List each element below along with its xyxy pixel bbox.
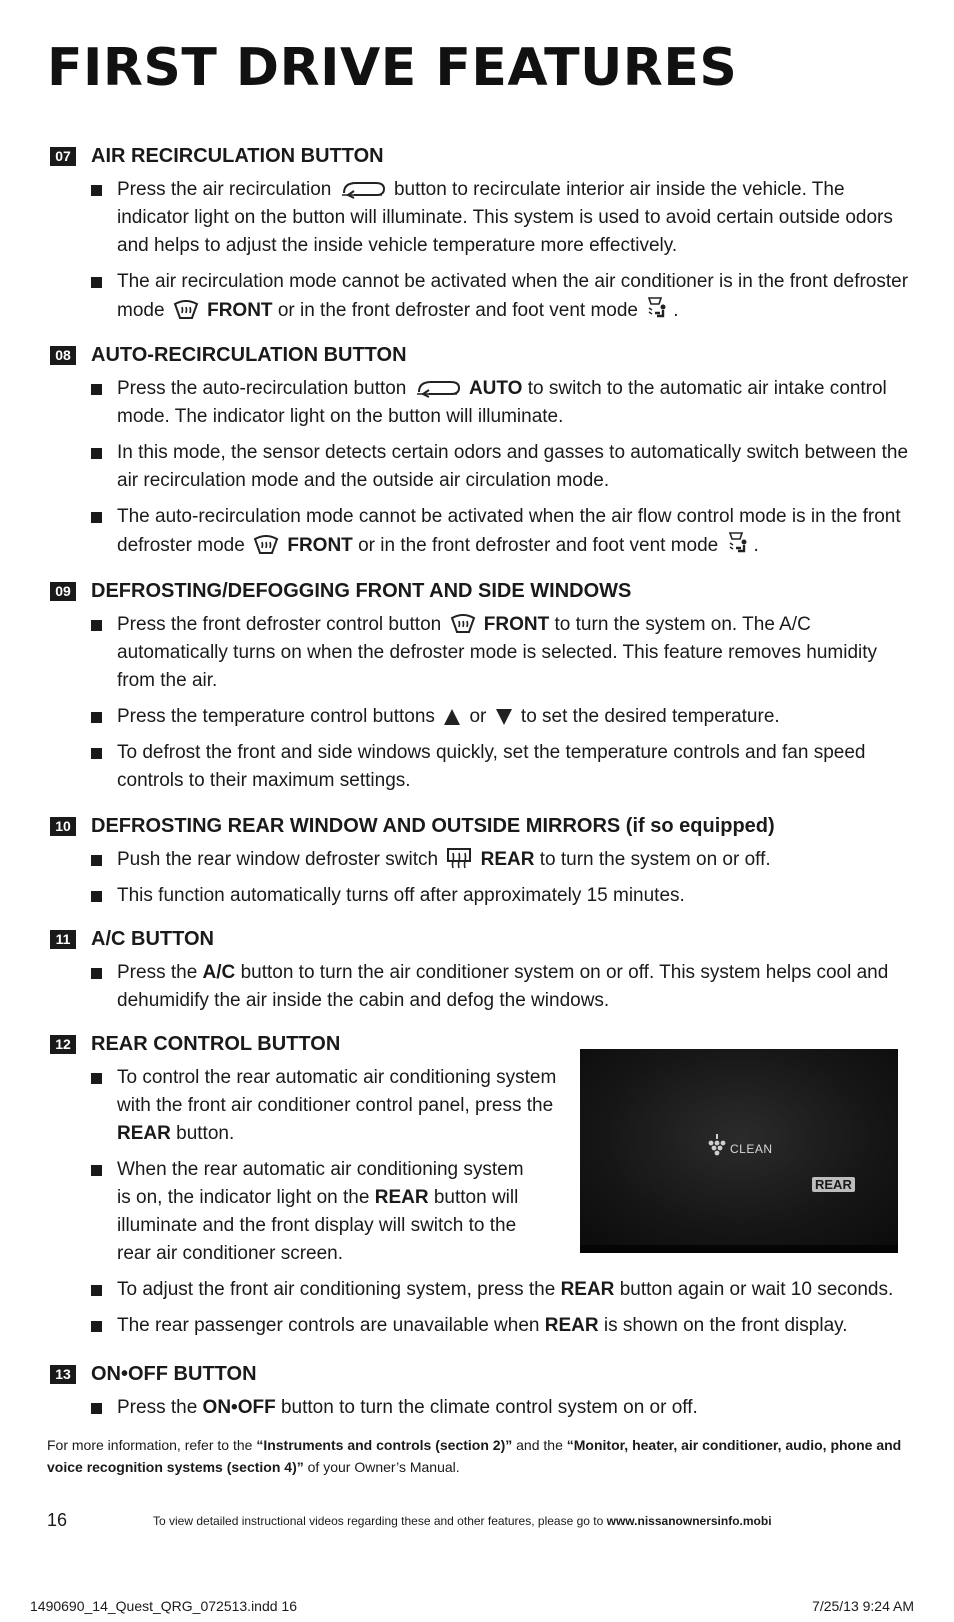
bullet-text: or in the front defroster and foot vent mode <box>358 535 719 556</box>
bullet-text: button to turn the climate control system on or off. <box>280 1397 698 1418</box>
print-slug-file: 1490690_14_Quest_QRG_072513.indd 16 <box>30 1598 297 1614</box>
clean-label: CLEAN <box>730 1142 773 1156</box>
bullet-text: or <box>469 706 487 727</box>
bullet-text: To control the rear automatic air conditioning system with the front air conditioner control panel, press the <box>117 1067 557 1116</box>
bullet-text: Push the rear window defroster switch <box>117 849 439 870</box>
page-number: 16 <box>47 1510 68 1530</box>
section-07 <box>50 144 914 325</box>
bold-label: FRONT <box>207 300 273 321</box>
bullet-text: The rear passenger controls are unavailable when <box>117 1315 540 1336</box>
print-slug-date: 7/25/13 9:24 AM <box>812 1598 914 1614</box>
page-title: FIRST DRIVE FEATURES <box>47 38 738 98</box>
footnote-text: of your Owner’s Manual. <box>307 1459 460 1475</box>
section-number: 09 <box>50 582 76 601</box>
bullet-item <box>50 1276 914 1304</box>
bullet-item <box>50 503 914 560</box>
rear-display-photo <box>580 1049 898 1253</box>
bold-label: REAR <box>374 1187 429 1208</box>
front-defroster-icon <box>253 535 279 555</box>
bullet-text: Press the <box>117 962 198 983</box>
bullet-text: or in the front defroster and foot vent mode <box>277 300 638 321</box>
bullet-item <box>50 703 914 731</box>
rear-defroster-icon <box>446 847 472 869</box>
bold-label: AUTO <box>468 378 523 399</box>
bullet-item <box>50 1156 535 1268</box>
footnote-reference: “Monitor, heater, air conditioner, audio, phone and voice recognition systems (section 4)” <box>47 1437 902 1475</box>
bullet-text: is shown on the front display. <box>603 1315 848 1336</box>
section-title: REAR CONTROL BUTTON <box>91 1032 341 1055</box>
bold-label: REAR <box>560 1279 615 1300</box>
bullet-item <box>50 439 914 495</box>
bullet-item <box>50 1064 558 1148</box>
recirculation-icon <box>340 179 386 199</box>
defroster-foot-vent-icon <box>646 296 670 320</box>
bold-label: ON•OFF <box>202 1397 276 1418</box>
bullet-text: to switch to the automatic air intake control mode. The indicator light on the button will illuminate. <box>117 378 887 427</box>
bullet-item <box>50 959 914 1015</box>
bold-label: REAR <box>544 1315 599 1336</box>
section-number: 10 <box>50 817 76 836</box>
bullet-text: button again or wait 10 seconds. <box>619 1279 894 1300</box>
video-note-text: To view detailed instructional videos regarding these and other features, please go to <box>153 1514 604 1528</box>
section-title: AIR RECIRCULATION BUTTON <box>91 144 384 167</box>
front-defroster-icon <box>450 614 476 634</box>
section-title: A/C BUTTON <box>91 927 214 950</box>
bullet-text: Press the temperature control buttons <box>117 706 435 727</box>
bullet-text: Press the front defroster control button <box>117 614 442 635</box>
bullet-text: Press the <box>117 1397 198 1418</box>
bullet-text: To defrost the front and side windows quickly, set the temperature controls and fan speed controls to their maximum settings. <box>117 742 866 791</box>
bullet-text: In this mode, the sensor detects certain odors and gasses to automatically switch between the air recirculation mode and the outside air circulation mode. <box>117 442 909 491</box>
section-number: 12 <box>50 1035 76 1054</box>
section-number: 11 <box>50 930 76 949</box>
section-number: 08 <box>50 346 76 365</box>
triangle-down-icon <box>495 708 513 726</box>
bullet-text: to turn the system on or off. <box>539 849 771 870</box>
bullet-text: button to turn the air conditioner system on or off. This system helps cool and dehumidify the air inside the cabin and defog the windows. <box>117 962 889 1011</box>
bold-label: REAR <box>117 1123 171 1144</box>
bullet-text: The auto-recirculation mode cannot be activated when the air flow control mode is in the front defroster mode <box>117 506 901 556</box>
bold-label: FRONT <box>287 535 353 556</box>
bullet-text: . <box>673 300 679 321</box>
section-13 <box>50 1362 914 1422</box>
section-10 <box>50 814 914 910</box>
section-title: DEFROSTING/DEFOGGING FRONT AND SIDE WINDOWS <box>91 579 632 602</box>
bullet-item <box>50 882 914 910</box>
bullet-item <box>50 1312 914 1340</box>
defroster-foot-vent-icon <box>727 531 751 555</box>
clean-air-icon <box>706 1133 728 1159</box>
bullet-text: button will illuminate and the front display will switch to the rear air conditioner screen. <box>117 1187 519 1264</box>
bullet-item <box>50 1394 914 1422</box>
footnote-text: For more information, refer to the <box>47 1437 253 1453</box>
footnote-text: and the <box>516 1437 563 1453</box>
section-08 <box>50 343 914 560</box>
bullet-text: to turn the system on. The A/C automatically turns on when the defroster mode is selected. This feature removes humidity from the air. <box>117 614 878 691</box>
section-title: DEFROSTING REAR WINDOW AND OUTSIDE MIRRORS (if so equipped) <box>91 814 775 837</box>
bullet-text: button to recirculate interior air inside the vehicle. The indicator light on the button will illuminate. This system is used to avoid certain outside odors and helps to adjust the inside vehicle temperature more effectively. <box>117 179 893 256</box>
rear-indicator-badge: REAR <box>812 1177 855 1192</box>
bold-label: A/C <box>202 962 236 983</box>
bullet-text: The air recirculation mode cannot be activated when the air conditioner is in the front defroster mode <box>117 271 909 321</box>
triangle-up-icon <box>443 708 461 726</box>
bold-label: FRONT <box>483 614 550 635</box>
section-number: 13 <box>50 1365 76 1384</box>
footnote <box>47 1434 917 1478</box>
bullet-item <box>50 846 914 874</box>
section-11 <box>50 927 914 1015</box>
section-number: 07 <box>50 147 76 166</box>
video-url-link[interactable]: www.nissanownersinfo.mobi <box>606 1514 772 1528</box>
section-title: ON•OFF BUTTON <box>91 1362 257 1385</box>
bullet-text: Press the auto-recirculation button <box>117 378 407 399</box>
bullet-item <box>50 176 914 260</box>
bullet-text: Press the air recirculation <box>117 179 332 200</box>
auto-recirculation-icon <box>415 378 461 398</box>
video-note <box>153 1514 772 1528</box>
bullet-text: When the rear automatic air conditioning system is on, the indicator light on the <box>117 1159 524 1208</box>
footnote-reference: “Instruments and controls (section 2)” <box>256 1437 513 1453</box>
bullet-text: This function automatically turns off after approximately 15 minutes. <box>117 885 685 906</box>
bullet-item <box>50 375 914 431</box>
bullet-text: To adjust the front air conditioning system, press the <box>117 1279 556 1300</box>
bullet-text: to set the desired temperature. <box>520 706 780 727</box>
bullet-item <box>50 611 914 695</box>
bold-label: REAR <box>480 849 535 870</box>
front-defroster-icon <box>173 300 199 320</box>
bullet-text: . <box>753 535 759 556</box>
bullet-text: button. <box>176 1123 235 1144</box>
section-title: AUTO-RECIRCULATION BUTTON <box>91 343 407 366</box>
bullet-item <box>50 739 914 795</box>
section-09 <box>50 579 914 795</box>
bullet-item <box>50 268 914 325</box>
